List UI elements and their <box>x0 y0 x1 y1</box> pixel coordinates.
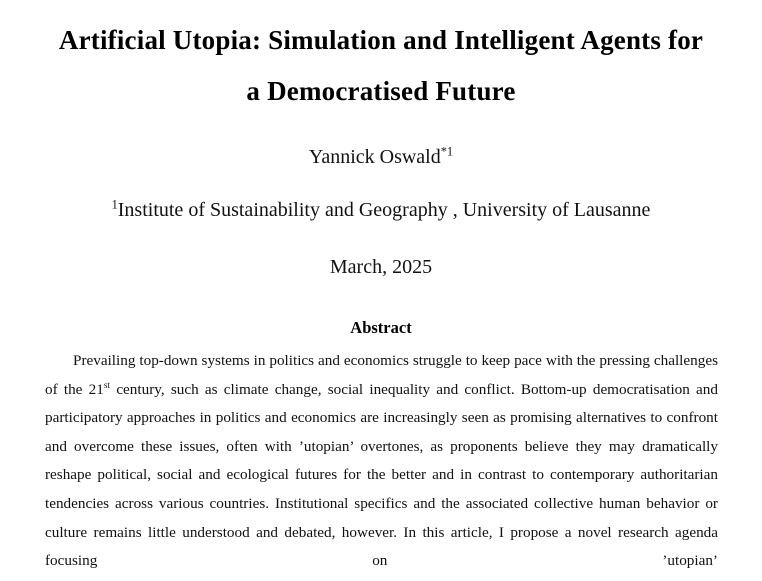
publication-date: March, 2025 <box>329 256 433 278</box>
author-footnote-marker: *1 <box>440 144 454 159</box>
paper-title-line-2: a Democratised Future <box>246 76 516 106</box>
author-name: Yannick Oswald <box>308 146 441 168</box>
author-line <box>0 145 762 169</box>
affiliation-footnote-marker: 1 <box>111 197 118 212</box>
affiliation-line <box>0 197 762 223</box>
abstract-text-part-1: Prevailing top-down systems in politics and economics struggle to keep pace with the pressing challenges of the 21 <box>45 352 718 398</box>
abstract-text-part-2: century, such as climate change, social inequality and conflict. Bottom-up democratisation and participatory approaches in politics and economics are increasingly seen as promising alternatives to confront and overcome these issues, often with ’utopian’ overtones, as proponents believe they may dramatically reshape political, social and ecological futures for the better and in contrast to contemporary authoritarian tendencies across various countries. Institutional specifics and the associated collective human behavior or culture remains little understood and debated, however. In this article, I propose a novel research agenda focusing on ’utopian’ <box>45 380 718 570</box>
affiliation-text: Institute of Sustainability and Geography , University of Lausanne <box>117 199 651 221</box>
century-ordinal-superscript: st <box>103 380 111 391</box>
abstract-heading: Abstract <box>350 318 412 337</box>
paper-title-line-1: Artificial Utopia: Simulation and Intelligent Agents for <box>58 25 704 55</box>
paper-title <box>0 15 762 117</box>
abstract-text <box>45 347 718 576</box>
